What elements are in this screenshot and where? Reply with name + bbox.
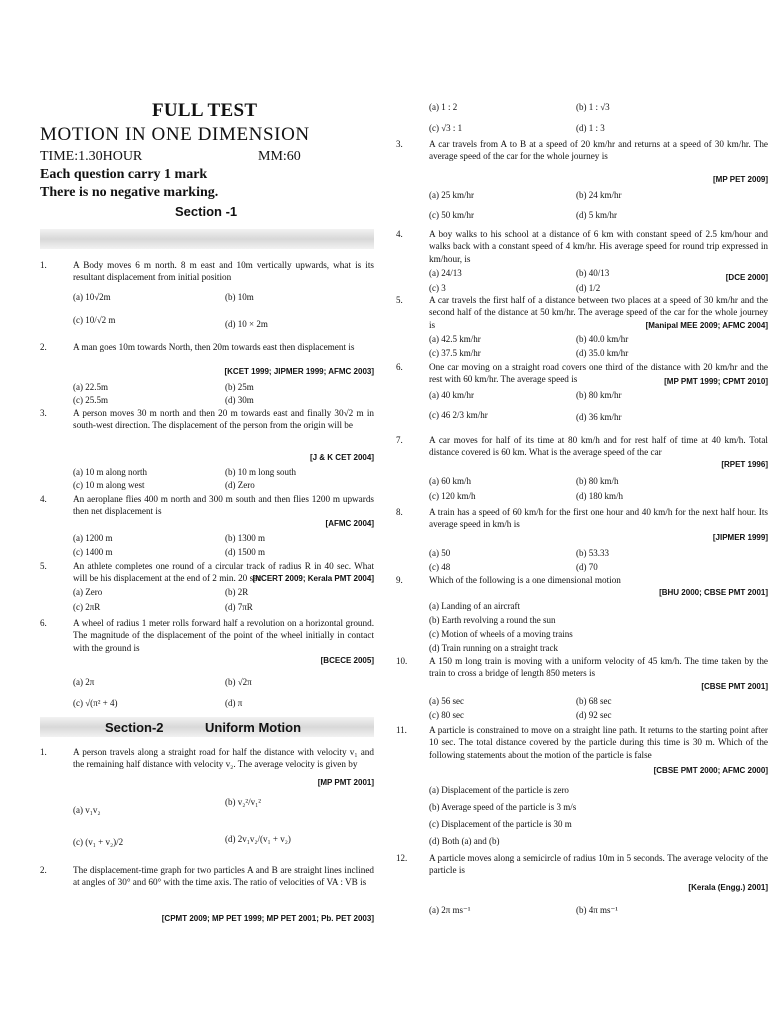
answer-option: (b) Average speed of the particle is 3 m/s xyxy=(429,802,577,812)
answer-option: (d) π xyxy=(225,698,243,708)
section-2-label: Section-2 xyxy=(105,720,164,735)
answer-option: (a) 56 sec xyxy=(429,696,464,706)
question-number: 5. xyxy=(396,295,403,305)
answer-option: (a) 10 m along north xyxy=(73,467,147,477)
time-label: TIME:1.30HOUR xyxy=(40,149,143,164)
question-number: 3. xyxy=(396,139,403,149)
question-source: [J & K CET 2004] xyxy=(309,453,374,462)
answer-option: (c) 48 xyxy=(429,562,451,572)
page-title: FULL TEST xyxy=(152,100,258,121)
section-1-bar xyxy=(40,229,374,249)
question-text: A Body moves 6 m north. 8 m east and 10m vertically upwards, what is its resultant displacement from initial position xyxy=(73,260,374,283)
question-source: [BCECE 2005] xyxy=(320,656,374,665)
answer-option: (a) v₁v₂ xyxy=(73,805,101,815)
answer-option: (a) 24/13 xyxy=(429,268,462,278)
answer-option: (b) 24 km/hr xyxy=(576,190,622,200)
section-1-heading: Section -1 xyxy=(175,204,238,219)
question-text: An aeroplane flies 400 m north and 300 m south and then flies 1200 m upwards then net displacement is xyxy=(73,494,374,517)
answer-option: (c) Displacement of the particle is 30 m xyxy=(429,819,572,829)
answer-option: (b) 40.0 km/hr xyxy=(576,334,629,344)
answer-option: (b) 1300 m xyxy=(225,533,265,543)
answer-option: (a) 25 km/hr xyxy=(429,190,474,200)
question-source: [DCE 2000] xyxy=(725,273,768,282)
question-text: A car travels the first half of a distance between two places at a speed of 30 km/hr and the second half of the distance at 50 km/hr. The average speed of the car for the whole journey is xyxy=(429,295,768,330)
answer-option: (d) Zero xyxy=(225,480,255,490)
answer-option: (b) v₂²/v₁² xyxy=(225,797,261,807)
question-number: 6. xyxy=(396,362,403,372)
answer-option: (a) Displacement of the particle is zero xyxy=(429,785,569,795)
answer-option: (d) Train running on a straight track xyxy=(429,643,558,653)
question-text: A man goes 10m towards North, then 20m towards east then displacement is xyxy=(73,342,355,352)
question-text: A particle is constrained to move on a straight line path. It returns to the starting point after 10 sec. The total distance covered by the particle during this time is 30 m. Which of the following statements about the motion of the particle is false xyxy=(429,725,768,760)
answer-option: (c) 50 km/hr xyxy=(429,210,474,220)
answer-option: (a) 50 xyxy=(429,548,451,558)
question-source: [RPET 1996] xyxy=(721,460,768,469)
question-number: 4. xyxy=(396,229,403,239)
answer-option: (d) 92 sec xyxy=(576,710,612,720)
answer-option: (c) 1400 m xyxy=(73,547,113,557)
answer-option: (a) 42.5 km/hr xyxy=(429,334,481,344)
question-number: 1. xyxy=(40,260,47,270)
answer-option: (d) 36 km/hr xyxy=(576,412,622,422)
answer-option: (c) 37.5 km/hr xyxy=(429,348,481,358)
answer-option: (b) 40/13 xyxy=(576,268,610,278)
answer-option: (d) 1500 m xyxy=(225,547,265,557)
answer-option: (c) 80 sec xyxy=(429,710,464,720)
answer-option: (c) 10 m along west xyxy=(73,480,145,490)
max-marks-label: MM:60 xyxy=(258,149,301,164)
question-text: A boy walks to his school at a distance of 6 km with constant speed of 2.5 km/hour and walks back with a constant speed of 4 km/hr. His average speed for round trip expressed in km/hour, is xyxy=(429,229,768,264)
answer-option: (c) 10/√2 m xyxy=(73,315,116,325)
answer-option: (b) 25m xyxy=(225,382,254,392)
question-text: A 150 m long train is moving with a uniform velocity of 45 km/h. The time taken by the train to cross a bridge of length 850 meters is xyxy=(429,656,768,679)
question-source: [Kerala (Engg.) 2001] xyxy=(688,883,768,892)
question-text: A particle moves along a semicircle of radius 10m in 5 seconds. The average velocity of the particle is xyxy=(429,853,768,876)
answer-option: (a) 2π ms⁻¹ xyxy=(429,905,471,915)
answer-option: (c) (v₁ + v₂)/2 xyxy=(73,837,124,847)
answer-option: (d) 1 : 3 xyxy=(576,123,605,133)
question-number: 6. xyxy=(40,618,47,628)
section-2-bar xyxy=(40,717,374,737)
answer-option: (a) 1200 m xyxy=(73,533,113,543)
chapter-title: MOTION IN ONE DIMENSION xyxy=(40,124,310,145)
answer-option: (c) √3 : 1 xyxy=(429,123,463,133)
answer-option: (a) Landing of an aircraft xyxy=(429,601,520,611)
question-number: 11. xyxy=(396,725,407,735)
answer-option: (b) 10 m long south xyxy=(225,467,296,477)
answer-option: (a) Zero xyxy=(73,587,103,597)
question-number: 2. xyxy=(40,865,47,875)
question-source: [MP PMT 2001] xyxy=(317,778,374,787)
answer-option: (d) 180 km/h xyxy=(576,491,623,501)
answer-option: (b) 80 km/h xyxy=(576,476,619,486)
answer-option: (d) 35.0 km/hr xyxy=(576,348,629,358)
answer-option: (d) 1/2 xyxy=(576,283,601,293)
question-number: 8. xyxy=(396,507,403,517)
answer-option: (a) 22.5m xyxy=(73,382,108,392)
answer-option: (b) 10m xyxy=(225,292,254,302)
question-text: A person travels along a straight road for half the distance with velocity v₁ and the remaining half distance with velocity v₂. The average velocity is given by xyxy=(73,747,374,770)
answer-option: (c) 2πR xyxy=(73,602,101,612)
answer-option: (d) 30m xyxy=(225,395,254,405)
answer-option: (d) 70 xyxy=(576,562,598,572)
question-source: [CPMT 2009; MP PET 1999; MP PET 2001; Pb. PET 2003] xyxy=(161,914,374,923)
question-source: [Manipal MEE 2009; AFMC 2004] xyxy=(645,321,768,330)
question-text: One car moving on a straight road covers one third of the distance with 20 km/hr and the rest with 60 km/hr. The average speed is xyxy=(429,362,768,385)
section-2-title: Uniform Motion xyxy=(205,720,302,735)
question-source: [KCET 1999; JIPMER 1999; AFMC 2003] xyxy=(224,367,374,376)
answer-option: (c) 3 xyxy=(429,283,446,293)
answer-option: (a) 2π xyxy=(73,677,95,687)
question-number: 4. xyxy=(40,494,47,504)
question-source: [JIPMER 1999] xyxy=(712,533,768,542)
question-number: 1. xyxy=(40,747,47,757)
answer-option: (c) Motion of wheels of a moving trains xyxy=(429,629,573,639)
answer-option: (a) 60 km/h xyxy=(429,476,471,486)
answer-option: (d) 10 × 2m xyxy=(225,319,268,329)
answer-option: (b) 2R xyxy=(225,587,249,597)
question-source: [MP PET 2009] xyxy=(713,175,768,184)
answer-option: (c) √(π² + 4) xyxy=(73,698,118,708)
answer-option: (d) 5 km/hr xyxy=(576,210,617,220)
answer-option: (b) 1 : √3 xyxy=(576,102,610,112)
question-number: 3. xyxy=(40,408,47,418)
answer-option: (d) 2v₁v₂/(v₁ + v₂) xyxy=(225,834,291,844)
question-number: 12. xyxy=(396,853,408,863)
question-number: 10. xyxy=(396,656,408,666)
question-text: A car moves for half of its time at 80 km/h and for rest half of time at 40 km/h. Total distance covered is 60 km. What is the average speed of the car xyxy=(429,435,768,458)
answer-option: (a) 40 km/hr xyxy=(429,390,474,400)
question-number: 5. xyxy=(40,561,47,571)
question-number: 2. xyxy=(40,342,47,352)
answer-option: (c) 120 km/h xyxy=(429,491,476,501)
question-number: 9. xyxy=(396,575,403,585)
question-source: [BHU 2000; CBSE PMT 2001] xyxy=(659,588,768,597)
answer-option: (c) 25.5m xyxy=(73,395,108,405)
question-source: [CBSE PMT 2000; AFMC 2000] xyxy=(653,766,768,775)
question-source: [MP PMT 1999; CPMT 2010] xyxy=(664,377,768,386)
answer-option: (d) Both (a) and (b) xyxy=(429,836,500,846)
answer-option: (b) 80 km/hr xyxy=(576,390,622,400)
question-text: A train has a speed of 60 km/h for the first one hour and 40 km/h for the next half hour. Its average speed in km/h is xyxy=(429,507,768,530)
question-source: [CBSE PMT 2001] xyxy=(701,682,768,691)
question-text: A person moves 30 m north and then 20 m towards east and finally 30√2 m in south-west direction. The displacement of the person from the origin will be xyxy=(73,408,374,431)
answer-option: (b) √2π xyxy=(225,677,252,687)
question-source: [NCERT 2009; Kerala PMT 2004] xyxy=(252,574,374,583)
question-number: 7. xyxy=(396,435,403,445)
answer-option: (c) 46 2/3 km/hr xyxy=(429,410,488,420)
negative-note: There is no negative marking. xyxy=(40,185,219,200)
question-text: Which of the following is a one dimensional motion xyxy=(429,575,621,585)
answer-option: (d) 7πR xyxy=(225,602,253,612)
question-text: A car travels from A to B at a speed of 20 km/hr and returns at a speed of 30 km/hr. The average speed of the car for the whole journey is xyxy=(429,139,768,162)
question-text: The displacement-time graph for two particles A and B are straight lines inclined at angles of 30° and 60° with the time axis. The ratio of velocities of VA : VB is xyxy=(73,865,374,888)
answer-option: (b) Earth revolving a round the sun xyxy=(429,615,556,625)
question-text: An athlete completes one round of a circular track of radius R in 40 sec. What will be his displacement at the end of 2 min. 20 sec xyxy=(73,561,374,584)
answer-option: (a) 1 : 2 xyxy=(429,102,458,112)
marks-note: Each question carry 1 mark xyxy=(40,167,208,182)
question-source: [AFMC 2004] xyxy=(325,519,374,528)
answer-option: (b) 68 sec xyxy=(576,696,612,706)
answer-option: (b) 53.33 xyxy=(576,548,609,558)
question-text: A wheel of radius 1 meter rolls forward half a revolution on a horizontal ground. The magnitude of the displacement of the point of the wheel initially in contact with the ground is xyxy=(73,618,374,653)
answer-option: (a) 10√2m xyxy=(73,292,111,302)
answer-option: (b) 4π ms⁻¹ xyxy=(576,905,618,915)
